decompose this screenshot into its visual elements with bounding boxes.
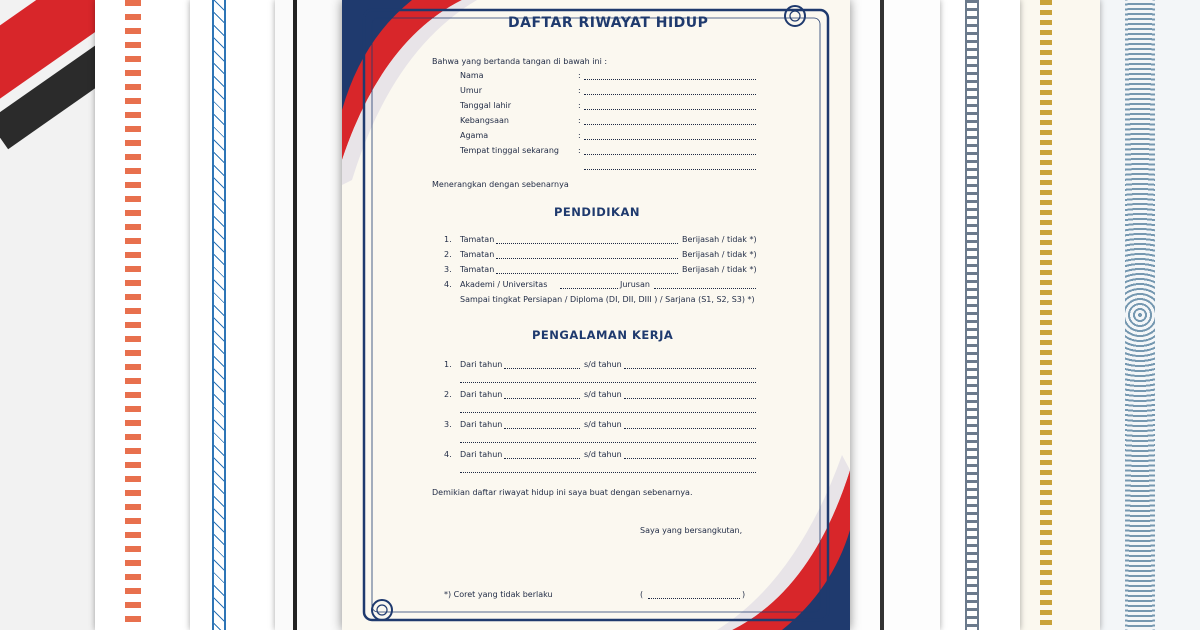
education-input-line[interactable]	[496, 243, 678, 244]
education-item-label: Tamatan	[460, 235, 495, 244]
experience-from-input[interactable]	[504, 368, 580, 369]
experience-to-label: s/d tahun	[584, 390, 622, 399]
education-jurusan-label: Jurusan	[620, 280, 650, 289]
field-input-line[interactable]	[584, 109, 756, 110]
experience-item-num: 4.	[444, 450, 452, 459]
experience-to-label: s/d tahun	[584, 450, 622, 459]
field-separator: :	[578, 146, 581, 155]
education-level-note: Sampai tingkat Persiapan / Diploma (DI, DII, DIII ) / Sarjana (S1, S2, S3) *)	[460, 295, 755, 304]
cv-form-document	[342, 0, 850, 630]
field-separator: :	[578, 116, 581, 125]
field-input-line[interactable]	[584, 154, 756, 155]
education-academy-label: Akademi / Universitas	[460, 280, 548, 289]
experience-detail-line[interactable]	[460, 382, 756, 383]
experience-to-input[interactable]	[624, 368, 756, 369]
experience-to-input[interactable]	[624, 428, 756, 429]
document-title: DAFTAR RIWAYAT HIDUP	[508, 15, 709, 31]
signature-name-line[interactable]	[648, 598, 740, 599]
experience-to-label: s/d tahun	[584, 420, 622, 429]
jurusan-input-line[interactable]	[654, 288, 756, 289]
education-heading: PENDIDIKAN	[554, 205, 640, 219]
field-separator: :	[578, 86, 581, 95]
experience-from-label: Dari tahun	[460, 420, 503, 429]
experience-item-num: 1.	[444, 360, 452, 369]
intro-text: Bahwa yang bertanda tangan di bawah ini :	[432, 57, 608, 66]
field-label: Umur	[460, 86, 483, 95]
education-item-label: Tamatan	[460, 250, 495, 259]
field-input-line[interactable]	[584, 94, 756, 95]
education-item-suffix: Berijasah / tidak *)	[682, 235, 757, 244]
experience-detail-line[interactable]	[460, 472, 756, 473]
education-item-suffix: Berijasah / tidak *)	[682, 265, 757, 274]
field-input-line-extra[interactable]	[584, 169, 756, 170]
experience-item-num: 3.	[444, 420, 452, 429]
signature-label: Saya yang bersangkutan,	[640, 526, 743, 535]
education-item-suffix: Berijasah / tidak *)	[682, 250, 757, 259]
signature-open-paren: (	[640, 590, 644, 599]
field-label: Kebangsaan	[460, 116, 509, 125]
experience-detail-line[interactable]	[460, 412, 756, 413]
education-item-num: 3.	[444, 265, 452, 274]
academy-input-line[interactable]	[560, 288, 618, 289]
experience-from-label: Dari tahun	[460, 390, 503, 399]
field-label: Nama	[460, 71, 484, 80]
experience-heading: PENGALAMAN KERJA	[532, 328, 674, 342]
experience-detail-line[interactable]	[460, 442, 756, 443]
experience-from-label: Dari tahun	[460, 450, 503, 459]
field-label: Tanggal lahir	[460, 101, 512, 110]
field-separator: :	[578, 71, 581, 80]
field-input-line[interactable]	[584, 124, 756, 125]
education-item-num: 1.	[444, 235, 452, 244]
field-input-line[interactable]	[584, 139, 756, 140]
education-input-line[interactable]	[496, 258, 678, 259]
field-label: Tempat tinggal sekarang	[460, 146, 559, 155]
signature-close-paren: )	[742, 590, 746, 599]
field-separator: :	[578, 131, 581, 140]
template-stack-plain	[840, 0, 940, 630]
field-separator: :	[578, 101, 581, 110]
experience-item-num: 2.	[444, 390, 452, 399]
education-input-line[interactable]	[496, 273, 678, 274]
field-input-line[interactable]	[584, 79, 756, 80]
footnote: *) Coret yang tidak berlaku	[444, 590, 553, 599]
experience-to-label: s/d tahun	[584, 360, 622, 369]
education-academy-num: 4.	[444, 280, 452, 289]
field-label: Agama	[460, 131, 489, 140]
closing-text: Demikian daftar riwayat hidup ini saya buat dengan sebenarnya.	[432, 488, 693, 497]
experience-from-input[interactable]	[504, 398, 580, 399]
experience-from-input[interactable]	[504, 458, 580, 459]
education-item-label: Tamatan	[460, 265, 495, 274]
experience-to-input[interactable]	[624, 458, 756, 459]
experience-to-input[interactable]	[624, 398, 756, 399]
education-item-num: 2.	[444, 250, 452, 259]
declaration-text: Menerangkan dengan sebenarnya	[432, 180, 569, 189]
experience-from-label: Dari tahun	[460, 360, 503, 369]
experience-from-input[interactable]	[504, 428, 580, 429]
template-stack-orange-floral	[95, 0, 205, 630]
